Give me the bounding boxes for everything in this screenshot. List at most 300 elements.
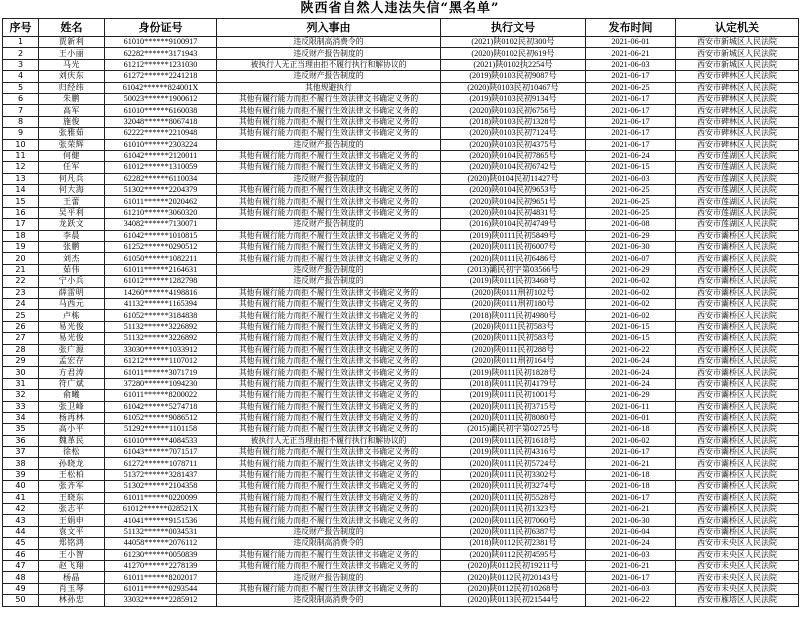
col-reason-cell: 违反财产报告制度的 xyxy=(217,219,441,230)
col-name-cell: 杨再林 xyxy=(39,412,105,423)
col-publish-date-cell: 2021-06-25 xyxy=(586,196,676,207)
col-name-cell: 任军 xyxy=(39,162,105,173)
col-reason-cell: 违反财产报告制度的 xyxy=(217,71,441,82)
col-index-cell: 42 xyxy=(3,504,39,515)
col-authority-cell: 西安市灞桥区人民法院 xyxy=(676,333,799,344)
col-authority-cell: 西安市灞桥区人民法院 xyxy=(676,276,799,287)
col-name-cell: 张志平 xyxy=(39,504,105,515)
col-reason-cell: 其他有履行能力而拒不履行生效法律文书确定义务的 xyxy=(217,344,441,355)
table-row xyxy=(3,219,799,230)
col-publish-date-cell: 2021-06-29 xyxy=(586,390,676,401)
col-id-number-cell: 34082******7130071 xyxy=(105,219,217,230)
table-row xyxy=(3,390,799,401)
col-case-number-cell: (2021)陕0102执2254号 xyxy=(441,59,586,70)
col-name-cell: 施俊 xyxy=(39,116,105,127)
col-publish-date-cell: 2021-06-21 xyxy=(586,560,676,571)
col-authority-cell: 西安市未央区人民法院 xyxy=(676,560,799,571)
col-id-number-cell: 51302******2104358 xyxy=(105,481,217,492)
col-index-cell: 34 xyxy=(3,412,39,423)
col-authority-cell: 西安市莲湖区人民法院 xyxy=(676,185,799,196)
col-index-cell: 5 xyxy=(3,82,39,93)
table-row xyxy=(3,105,799,116)
col-authority-cell: 西安市未央区人民法院 xyxy=(676,572,799,583)
col-reason-cell: 违反限制高消费令的 xyxy=(217,37,441,48)
col-case-number-cell: (2018)陕0111民初4179号 xyxy=(441,378,586,389)
col-id-number-cell: 61042******1010815 xyxy=(105,230,217,241)
col-publish-date-cell: 2021-06-29 xyxy=(586,264,676,275)
table-row xyxy=(3,48,799,59)
col-authority-cell: 西安市灞桥区人民法院 xyxy=(676,481,799,492)
table-row xyxy=(3,59,799,70)
col-index-cell: 10 xyxy=(3,139,39,150)
col-name-cell: 王松柏 xyxy=(39,469,105,480)
col-authority-cell: 西安市灞桥区人民法院 xyxy=(676,355,799,366)
table-row xyxy=(3,264,799,275)
col-id-number-cell: 51372******3281437 xyxy=(105,469,217,480)
col-case-number-cell: (2019)陕0111民初3468号 xyxy=(441,276,586,287)
col-publish-date-cell: 2021-06-17 xyxy=(586,139,676,150)
col-index-cell: 26 xyxy=(3,321,39,332)
col-case-number-cell: (2020)陕0112民初20143号 xyxy=(441,572,586,583)
col-index-cell: 48 xyxy=(3,572,39,583)
col-publish-date-cell: 2021-06-25 xyxy=(586,185,676,196)
col-id-number-cell: 61272******2241218 xyxy=(105,71,217,82)
col-id-number-cell: 51132******0034531 xyxy=(105,526,217,537)
col-authority-cell: 西安市未央区人民法院 xyxy=(676,549,799,560)
col-index-cell: 31 xyxy=(3,378,39,389)
col-case-number-cell: (2020)陕0112民初19211号 xyxy=(441,560,586,571)
col-authority-cell: 西安市灞桥区人民法院 xyxy=(676,412,799,423)
col-publish-date-cell: 2021-06-01 xyxy=(586,412,676,423)
col-authority-cell: 西安市碑林区人民法院 xyxy=(676,128,799,139)
col-reason-cell: 其他有履行能力而拒不履行生效法律文书确定义务的 xyxy=(217,481,441,492)
col-authority-cell: 西安市灞桥区人民法院 xyxy=(676,390,799,401)
col-authority-cell: 西安市碑林区人民法院 xyxy=(676,71,799,82)
col-index-cell: 21 xyxy=(3,264,39,275)
col-index-cell: 9 xyxy=(3,128,39,139)
col-id-number-cell: 50023******1900612 xyxy=(105,93,217,104)
col-reason-cell: 其他有履行能力而拒不履行生效法律文书确定义务的 xyxy=(217,128,441,139)
col-authority-cell: 西安市灞桥区人民法院 xyxy=(676,504,799,515)
col-publish-date-cell: 2021-06-17 xyxy=(586,492,676,503)
col-publish-date-cell: 2021-06-02 xyxy=(586,276,676,287)
col-authority-cell: 西安市未央区人民法院 xyxy=(676,538,799,549)
col-case-number-cell: (2020)陕0111民初6486号 xyxy=(441,253,586,264)
table-row xyxy=(3,242,799,253)
col-reason-cell: 其他有履行能力而拒不履行生效法律文书确定义务的 xyxy=(217,162,441,173)
table-row xyxy=(3,492,799,503)
table-row xyxy=(3,504,799,515)
col-publish-date-cell: 2021-06-18 xyxy=(586,424,676,435)
col-id-number-cell: 61012******1310059 xyxy=(105,162,217,173)
col-name-cell: 刘庆东 xyxy=(39,71,105,82)
col-authority-cell: 西安市灞桥区人民法院 xyxy=(676,344,799,355)
table-row xyxy=(3,435,799,446)
table-row xyxy=(3,447,799,458)
col-id-number-cell: 61212******1231030 xyxy=(105,59,217,70)
col-reason-cell: 被执行人无正当理由拒不履行执行和解协议的 xyxy=(217,435,441,446)
col-id-number-cell: 61012******028521X xyxy=(105,504,217,515)
col-id-number-cell: 41041******9151536 xyxy=(105,515,217,526)
col-name-cell: 肖玉琴 xyxy=(39,583,105,594)
col-name-cell: 何大海 xyxy=(39,185,105,196)
col-name-cell: 王娟申 xyxy=(39,515,105,526)
col-authority-cell: 西安市新城区人民法院 xyxy=(676,37,799,48)
col-publish-date-cell: 2021-06-24 xyxy=(586,355,676,366)
col-publish-date-cell: 2021-06-24 xyxy=(586,378,676,389)
col-reason-cell: 其他有履行能力而拒不履行生效法律文书确定义务的 xyxy=(217,458,441,469)
col-index-cell: 47 xyxy=(3,560,39,571)
table-row xyxy=(3,139,799,150)
col-reason-cell: 违反财产报告制度的 xyxy=(217,526,441,537)
col-case-number-cell: (2020)陕0111民初8080号 xyxy=(441,412,586,423)
col-case-number-cell: (2019)陕0103民初9087号 xyxy=(441,71,586,82)
col-name-cell: 高军 xyxy=(39,105,105,116)
col-id-number-cell: 61010******4084533 xyxy=(105,435,217,446)
col-reason-cell: 其他有履行能力而拒不履行生效法律文书确定义务的 xyxy=(217,378,441,389)
table-row xyxy=(3,185,799,196)
col-publish-date-cell: 2021-06-15 xyxy=(586,162,676,173)
table-row xyxy=(3,515,799,526)
col-case-number-cell: (2019)陕0111民初5849号 xyxy=(441,230,586,241)
col-publish-date-cell: 2021-06-17 xyxy=(586,128,676,139)
col-authority-cell: 西安市灞桥区人民法院 xyxy=(676,253,799,264)
col-name-cell: 刘杰 xyxy=(39,253,105,264)
col-case-number-cell: (2020)陕0103民初10467号 xyxy=(441,82,586,93)
col-index-cell: 11 xyxy=(3,150,39,161)
col-reason-cell: 其他有履行能力而拒不履行生效法律文书确定义务的 xyxy=(217,492,441,503)
col-id-number-cell: 61011******8200022 xyxy=(105,390,217,401)
col-name-cell: 宁小兵 xyxy=(39,276,105,287)
col-authority-cell: 西安市灞桥区人民法院 xyxy=(676,458,799,469)
col-authority-cell: 西安市碑林区人民法院 xyxy=(676,93,799,104)
col-id-number-cell: 61012******1282798 xyxy=(105,276,217,287)
col-publish-date-cell: 2021-06-18 xyxy=(586,481,676,492)
col-name-cell: 王小丽 xyxy=(39,48,105,59)
col-reason-cell: 其他有履行能力而拒不履行生效法律文书确定义务的 xyxy=(217,549,441,560)
col-index-cell: 46 xyxy=(3,549,39,560)
col-index-cell: 17 xyxy=(3,219,39,230)
col-publish-date-cell: 2021-06-17 xyxy=(586,93,676,104)
col-id-number-cell: 61042******824001X xyxy=(105,82,217,93)
table-row xyxy=(3,355,799,366)
col-name-cell: 张荣辉 xyxy=(39,139,105,150)
col-id-number-cell: 41270******2278139 xyxy=(105,560,217,571)
col-case-number-cell: (2019)陕0111民初1618号 xyxy=(441,435,586,446)
col-reason-header: 列入事由 xyxy=(217,19,441,37)
col-index-cell: 2 xyxy=(3,48,39,59)
col-case-number-cell: (2018)陕0103民初1328号 xyxy=(441,116,586,127)
col-reason-cell: 其他有履行能力而拒不履行生效法律文书确定义务的 xyxy=(217,333,441,344)
col-case-number-cell: (2020)陕0111民初5528号 xyxy=(441,492,586,503)
col-reason-cell: 其他有履行能力而拒不履行生效法律文书确定义务的 xyxy=(217,583,441,594)
col-name-cell: 赵飞翔 xyxy=(39,560,105,571)
table-row xyxy=(3,458,799,469)
col-id-number-cell: 61011******0220099 xyxy=(105,492,217,503)
col-index-cell: 38 xyxy=(3,458,39,469)
col-id-number-cell: 51292******1101158 xyxy=(105,424,217,435)
col-reason-cell: 其他有履行能力而拒不履行生效法律文书确定义务的 xyxy=(217,504,441,515)
col-index-cell: 8 xyxy=(3,116,39,127)
col-case-number-cell: (2020)陕0111刑初180号 xyxy=(441,298,586,309)
table-row xyxy=(3,583,799,594)
col-index-cell: 20 xyxy=(3,253,39,264)
col-id-number-cell: 61052******3184838 xyxy=(105,310,217,321)
col-reason-cell: 其他有履行能力而拒不履行生效法律文书确定义务的 xyxy=(217,390,441,401)
col-id-number-cell: 32048******8067418 xyxy=(105,116,217,127)
col-id-number-cell: 62282******6110034 xyxy=(105,173,217,184)
col-name-cell: 郑铭鸿 xyxy=(39,538,105,549)
blacklist-table xyxy=(2,18,799,607)
col-reason-cell: 其他有履行能力而拒不履行生效法律文书确定义务的 xyxy=(217,447,441,458)
col-case-number-cell: (2020)陕0102民初619号 xyxy=(441,48,586,59)
col-case-number-cell: (2021)陕0102民初300号 xyxy=(441,37,586,48)
col-name-cell: 袁文平 xyxy=(39,526,105,537)
col-publish-date-cell: 2021-06-08 xyxy=(586,219,676,230)
col-publish-date-cell: 2021-06-02 xyxy=(586,287,676,298)
table-row xyxy=(3,595,799,606)
col-id-number-cell: 61230******0050839 xyxy=(105,549,217,560)
col-publish-date-cell: 2021-06-22 xyxy=(586,344,676,355)
col-index-cell: 43 xyxy=(3,515,39,526)
col-authority-cell: 西安市灞桥区人民法院 xyxy=(676,310,799,321)
col-index-cell: 41 xyxy=(3,492,39,503)
col-authority-cell: 西安市莲湖区人民法院 xyxy=(676,219,799,230)
col-authority-cell: 西安市碑林区人民法院 xyxy=(676,105,799,116)
table-row xyxy=(3,424,799,435)
col-index-cell: 25 xyxy=(3,310,39,321)
col-index-cell: 3 xyxy=(3,59,39,70)
col-authority-cell: 西安市雁塔区人民法院 xyxy=(676,595,799,606)
col-index-cell: 36 xyxy=(3,435,39,446)
col-reason-cell: 其他有履行能力而拒不履行生效法律文书确定义务的 xyxy=(217,230,441,241)
col-case-number-cell: (2020)陕0111民初583号 xyxy=(441,321,586,332)
col-name-cell: 马西元 xyxy=(39,298,105,309)
col-name-cell: 薛雷明 xyxy=(39,287,105,298)
col-name-cell: 张齐军 xyxy=(39,481,105,492)
col-id-number-cell: 61011******8202017 xyxy=(105,572,217,583)
col-index-cell: 19 xyxy=(3,242,39,253)
col-case-number-cell: (2020)陕0104民初9653号 xyxy=(441,185,586,196)
col-index-cell: 30 xyxy=(3,367,39,378)
col-reason-cell: 其他有履行能力而拒不履行生效法律文书确定义务的 xyxy=(217,401,441,412)
col-id-number-cell: 41132******1165394 xyxy=(105,298,217,309)
col-case-number-cell: (2020)陕0111民初7060号 xyxy=(441,515,586,526)
col-name-cell: 张卫峰 xyxy=(39,401,105,412)
col-authority-cell: 西安市莲湖区人民法院 xyxy=(676,207,799,218)
col-authority-cell: 西安市莲湖区人民法院 xyxy=(676,162,799,173)
col-index-cell: 49 xyxy=(3,583,39,594)
col-id-number-cell: 61010******6160038 xyxy=(105,105,217,116)
col-case-number-cell: (2020)陕0111刑初164号 xyxy=(441,355,586,366)
col-publish-date-cell: 2021-06-24 xyxy=(586,538,676,549)
col-publish-date-cell: 2021-06-02 xyxy=(586,435,676,446)
col-reason-cell: 其他有履行能力而拒不履行生效法律文书确定义务的 xyxy=(217,185,441,196)
table-row xyxy=(3,173,799,184)
col-authority-cell: 西安市莲湖区人民法院 xyxy=(676,173,799,184)
col-publish-date-cell: 2021-06-21 xyxy=(586,504,676,515)
col-publish-date-cell: 2021-06-17 xyxy=(586,116,676,127)
col-reason-cell: 其他有履行能力而拒不履行生效法律文书确定义务的 xyxy=(217,412,441,423)
col-index-cell: 23 xyxy=(3,287,39,298)
col-authority-cell: 西安市碑林区人民法院 xyxy=(676,139,799,150)
col-name-cell: 方君涛 xyxy=(39,367,105,378)
col-case-number-cell: (2020)陕0104民初7865号 xyxy=(441,150,586,161)
table-row xyxy=(3,310,799,321)
table-header-row xyxy=(3,19,799,37)
col-publish-date-cell: 2021-06-25 xyxy=(586,207,676,218)
col-id-number-cell: 61042******5274718 xyxy=(105,401,217,412)
col-authority-cell: 西安市灞桥区人民法院 xyxy=(676,435,799,446)
col-reason-cell: 违反财产报告制度的 xyxy=(217,48,441,59)
col-case-number-cell: (2018)陕0111民初4980号 xyxy=(441,310,586,321)
table-row xyxy=(3,298,799,309)
col-publish-date-cell: 2021-06-17 xyxy=(586,572,676,583)
col-index-cell: 45 xyxy=(3,538,39,549)
table-row xyxy=(3,481,799,492)
col-case-number-cell: (2020)陕0104民初4831号 xyxy=(441,207,586,218)
table-row xyxy=(3,162,799,173)
col-case-number-cell: (2020)陕0111民初6387号 xyxy=(441,526,586,537)
table-row xyxy=(3,538,799,549)
col-publish-date-cell: 2021-06-03 xyxy=(586,549,676,560)
col-index-cell: 50 xyxy=(3,595,39,606)
table-row xyxy=(3,549,799,560)
col-id-number-cell: 37280******1094230 xyxy=(105,378,217,389)
col-id-number-cell: 61011******3071719 xyxy=(105,367,217,378)
col-id-number-cell: 33030******1033912 xyxy=(105,344,217,355)
col-authority-cell: 西安市灞桥区人民法院 xyxy=(676,447,799,458)
col-authority-cell: 西安市灞桥区人民法院 xyxy=(676,242,799,253)
table-row xyxy=(3,150,799,161)
col-index-cell: 15 xyxy=(3,196,39,207)
col-reason-cell: 其他有履行能力而拒不履行生效法律文书确定义务的 xyxy=(217,105,441,116)
col-authority-header: 认定机关 xyxy=(676,19,799,37)
col-index-cell: 12 xyxy=(3,162,39,173)
col-case-number-header: 执行文号 xyxy=(441,19,586,37)
col-id-number-header: 身份证号 xyxy=(105,19,217,37)
table-row xyxy=(3,469,799,480)
col-reason-cell: 其他有履行能力而拒不履行生效法律文书确定义务的 xyxy=(217,253,441,264)
col-case-number-cell: (2020)陕0103民初4375号 xyxy=(441,139,586,150)
col-reason-cell: 其他有履行能力而拒不履行生效法律文书确定义务的 xyxy=(217,367,441,378)
col-publish-date-cell: 2021-06-24 xyxy=(586,150,676,161)
col-name-cell: 李晨 xyxy=(39,230,105,241)
col-index-cell: 16 xyxy=(3,207,39,218)
col-authority-cell: 西安市灞桥区人民法院 xyxy=(676,401,799,412)
col-authority-cell: 西安市灞桥区人民法院 xyxy=(676,230,799,241)
col-case-number-cell: (2020)陕0111民初6007号 xyxy=(441,242,586,253)
table-row xyxy=(3,37,799,48)
col-id-number-cell: 51302******2204379 xyxy=(105,185,217,196)
col-reason-cell: 违反财产报告制度的 xyxy=(217,276,441,287)
col-name-cell: 俞曦 xyxy=(39,390,105,401)
col-reason-cell: 违反财产报告制度的 xyxy=(217,264,441,275)
col-authority-cell: 西安市新城区人民法院 xyxy=(676,59,799,70)
col-id-number-cell: 61011******2164631 xyxy=(105,264,217,275)
table-row xyxy=(3,116,799,127)
table-row xyxy=(3,344,799,355)
col-reason-cell: 其他有履行能力而拒不履行生效法律文书确定义务的 xyxy=(217,116,441,127)
col-publish-date-cell: 2021-06-07 xyxy=(586,253,676,264)
col-index-cell: 27 xyxy=(3,333,39,344)
col-authority-cell: 西安市灞桥区人民法院 xyxy=(676,424,799,435)
col-case-number-cell: (2013)灞民初字第03566号 xyxy=(441,264,586,275)
col-publish-date-cell: 2021-06-24 xyxy=(586,367,676,378)
col-case-number-cell: (2020)陕0112民初4595号 xyxy=(441,549,586,560)
table-row xyxy=(3,230,799,241)
table-row xyxy=(3,82,799,93)
col-reason-cell: 其他有履行能力而拒不履行生效法律文书确定义务的 xyxy=(217,207,441,218)
col-publish-date-cell: 2021-06-11 xyxy=(586,401,676,412)
col-name-cell: 茹伟 xyxy=(39,264,105,275)
col-case-number-cell: (2020)陕0111民初3302号 xyxy=(441,469,586,480)
page-title: 陕西省自然人违法失信“黑名单” xyxy=(300,1,500,16)
col-name-cell: 归经纬 xyxy=(39,82,105,93)
table-row xyxy=(3,401,799,412)
table-row xyxy=(3,412,799,423)
col-publish-date-cell: 2021-06-03 xyxy=(586,59,676,70)
table-row xyxy=(3,207,799,218)
col-index-cell: 33 xyxy=(3,401,39,412)
col-index-cell: 22 xyxy=(3,276,39,287)
col-reason-cell: 其他有履行能力而拒不履行生效法律文书确定义务的 xyxy=(217,515,441,526)
table-row xyxy=(3,526,799,537)
col-id-number-cell: 61043******7071517 xyxy=(105,447,217,458)
col-name-cell: 吴平利 xyxy=(39,207,105,218)
col-index-cell: 32 xyxy=(3,390,39,401)
col-publish-date-cell: 2021-06-18 xyxy=(586,469,676,480)
col-id-number-cell: 14260******4198816 xyxy=(105,287,217,298)
col-index-header: 序号 xyxy=(3,19,39,37)
col-publish-date-cell: 2021-06-17 xyxy=(586,105,676,116)
col-publish-date-cell: 2021-06-21 xyxy=(586,458,676,469)
col-id-number-cell: 61212******1107012 xyxy=(105,355,217,366)
table-row xyxy=(3,572,799,583)
table-row xyxy=(3,196,799,207)
col-id-number-cell: 44058******2076112 xyxy=(105,538,217,549)
table-row xyxy=(3,71,799,82)
col-id-number-cell: 61010******9100917 xyxy=(105,37,217,48)
col-publish-date-cell: 2021-06-30 xyxy=(586,515,676,526)
col-id-number-cell: 61210******3060320 xyxy=(105,207,217,218)
col-publish-date-cell: 2021-06-15 xyxy=(586,333,676,344)
col-publish-date-cell: 2021-06-02 xyxy=(586,310,676,321)
col-publish-date-cell: 2021-06-02 xyxy=(586,298,676,309)
col-name-cell: 杨晶 xyxy=(39,572,105,583)
col-reason-cell: 违反限制高消费令的 xyxy=(217,538,441,549)
table-row xyxy=(3,333,799,344)
col-publish-date-cell: 2021-06-17 xyxy=(586,71,676,82)
col-reason-cell: 其他有履行能力而拒不履行生效法律文书确定义务的 xyxy=(217,93,441,104)
col-authority-cell: 西安市灞桥区人民法院 xyxy=(676,287,799,298)
col-index-cell: 7 xyxy=(3,105,39,116)
col-case-number-cell: (2020)陕0111民初3715号 xyxy=(441,401,586,412)
col-authority-cell: 西安市灞桥区人民法院 xyxy=(676,321,799,332)
col-index-cell: 6 xyxy=(3,93,39,104)
col-publish-date-cell: 2021-06-29 xyxy=(586,230,676,241)
col-reason-cell: 其他有履行能力而拒不履行生效法律文书确定义务的 xyxy=(217,355,441,366)
table-row xyxy=(3,128,799,139)
col-name-cell: 张广源 xyxy=(39,344,105,355)
col-authority-cell: 西安市莲湖区人民法院 xyxy=(676,196,799,207)
col-name-cell: 徐松 xyxy=(39,447,105,458)
col-authority-cell: 西安市灞桥区人民法院 xyxy=(676,264,799,275)
col-id-number-cell: 51132******3226892 xyxy=(105,321,217,332)
col-case-number-cell: (2015)灞民初字第02725号 xyxy=(441,424,586,435)
col-name-cell: 何凡兵 xyxy=(39,173,105,184)
col-authority-cell: 西安市灞桥区人民法院 xyxy=(676,469,799,480)
